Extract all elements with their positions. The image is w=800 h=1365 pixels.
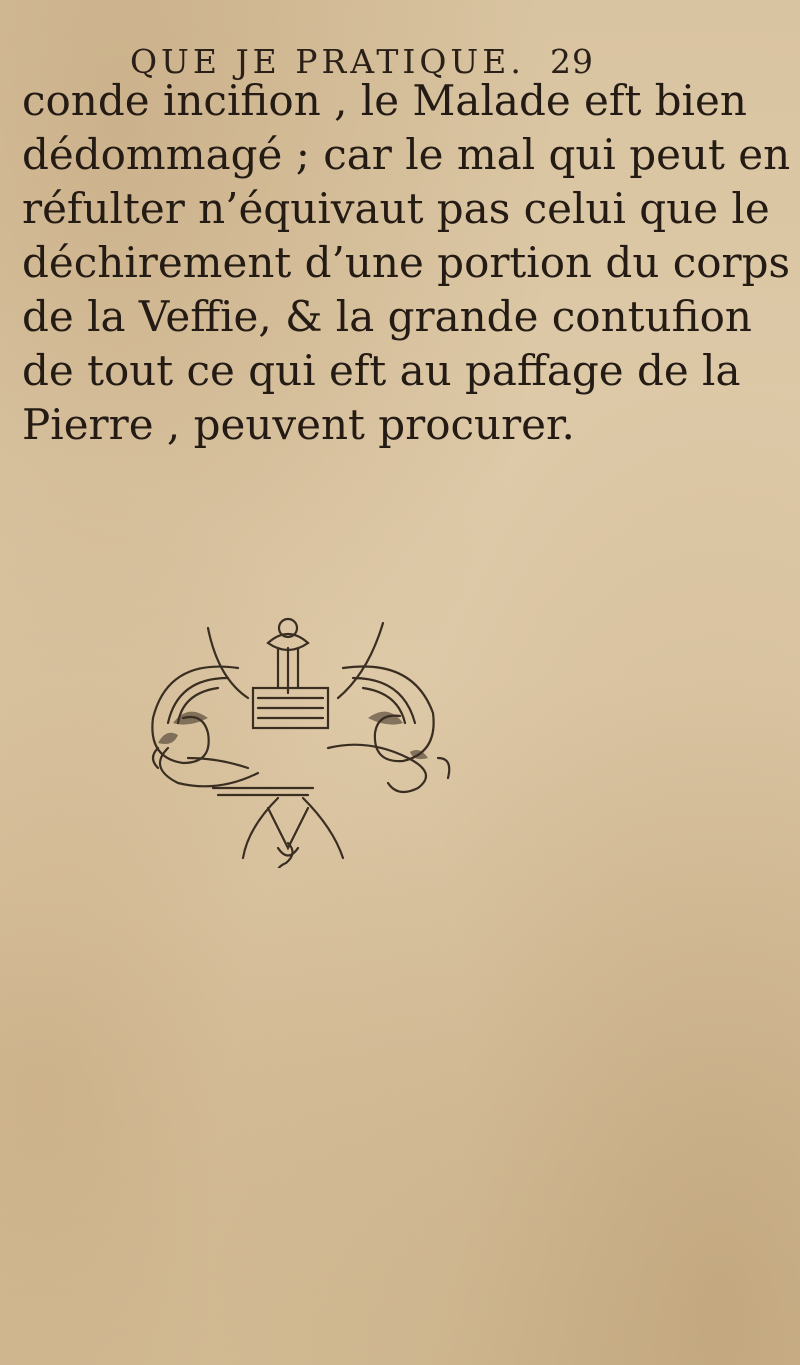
page-number: 29 [550, 42, 594, 81]
text-line: de tout ce qui eft au paffage de la [22, 346, 741, 395]
text-line: déchirement d’une portion du corps [22, 238, 791, 287]
text-line: Pierre , peuvent procurer. [22, 400, 575, 449]
text-line: conde incifion , le Malade eft bien [22, 76, 747, 125]
running-head-title: QUE JE PRATIQUE. [130, 42, 525, 81]
body-text [22, 74, 791, 452]
text-line: réfulter n’équivaut pas celui que le [22, 184, 770, 233]
text-line: de la Veffie, & la grande contufion [22, 292, 752, 341]
text-line: dédommagé ; car le mal qui peut en [22, 130, 791, 179]
ornament-drawing [128, 608, 468, 868]
floral-vignette-icon [128, 608, 468, 868]
